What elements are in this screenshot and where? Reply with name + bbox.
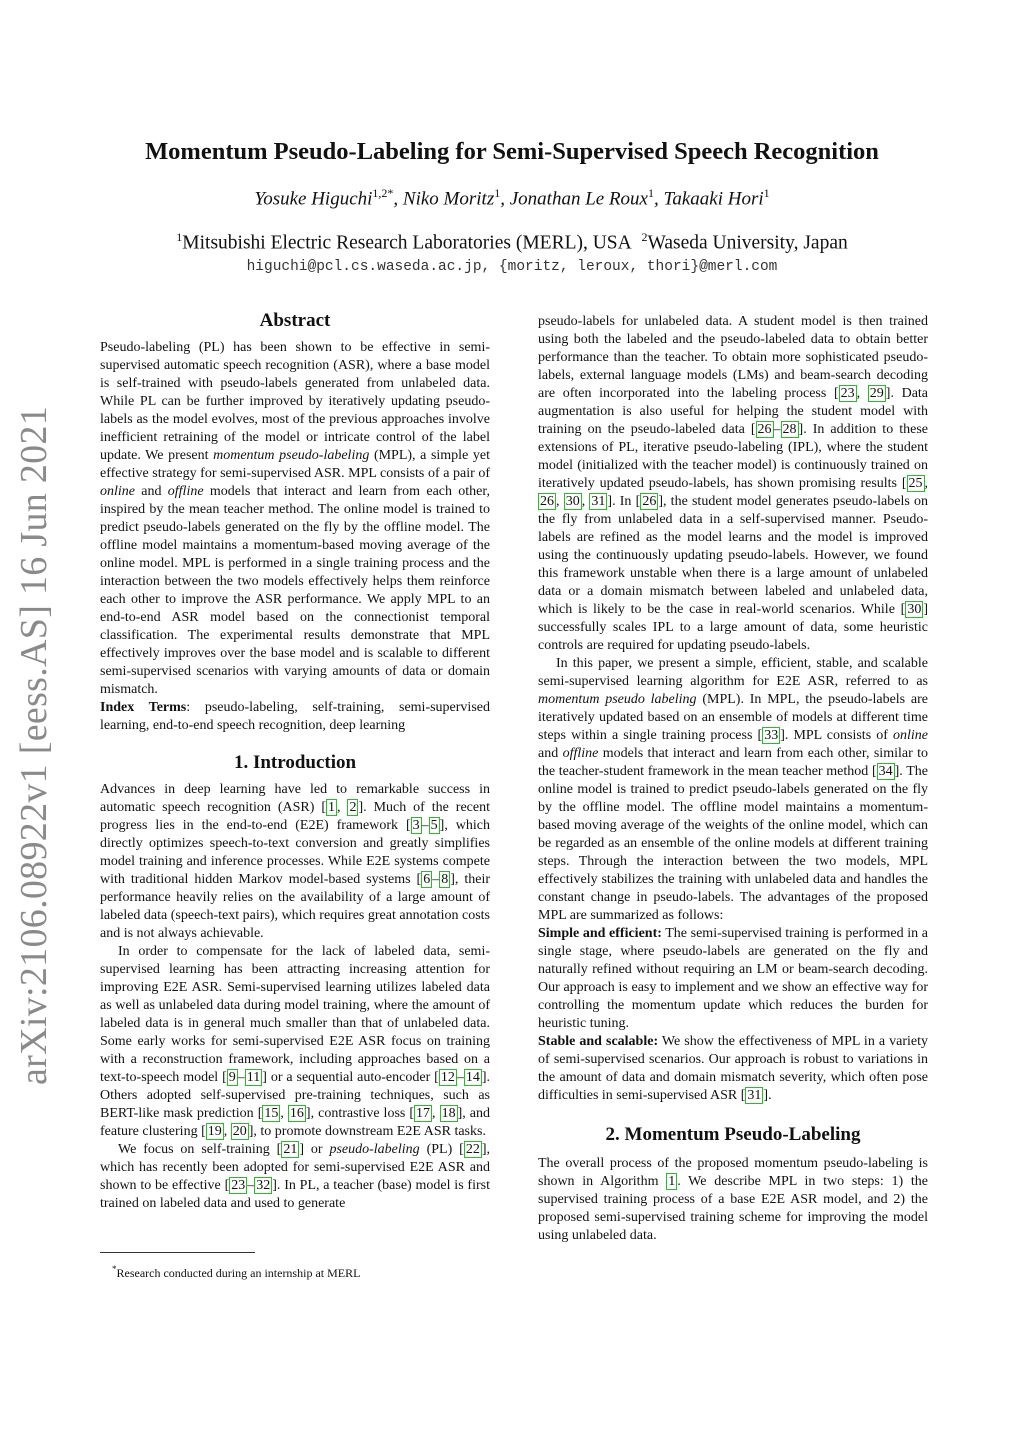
- author-emails[interactable]: higuchi@pcl.cs.waseda.ac.jp, {moritz, leroux, thori}@merl.com: [246, 259, 778, 275]
- intro-paragraph: Advances in deep learning have led to remarkable success in automatic speech recognition (ASR) [ 1 , 2 ]. Much of the recent progress lies in the end-to-end (E2E) framework [ 3 – 5 ], which directly optimizes speech-to-text conversion and greatly simplifies model training and inference processes. While E2E systems compete with traditional hidden Markov model-based systems [ 6 – 8 ], their performance heavily relies on the availability of a large amount of labeled data (speech-text pairs), which requires great annotation costs and is not always achievable.: [100, 782, 491, 941]
- body-text: . Others adopted self-supervised pre-training techniques, such as BERT-like mask prediction: [100, 1070, 490, 1121]
- affiliation-name: Mitsubishi Electric Research Laboratories (MERL), USA: [182, 232, 632, 254]
- footnote-text: Research conducted during an internship at MERL: [116, 1266, 361, 1280]
- citation-link[interactable]: 33: [764, 728, 779, 743]
- left-column: [100, 309, 490, 1213]
- body-text: models that interact and learn from each other, similar to the teacher-student framework in the mean teacher method: [538, 746, 929, 779]
- index-terms-text: : pseudo-labeling, self-training, semi-supervised learning, end-to-end speech recognition, deep learning: [100, 700, 490, 733]
- author-affiliation-mark: 1: [494, 186, 501, 200]
- affiliation-list: [0, 230, 1024, 255]
- citation-link[interactable]: 31: [747, 1088, 762, 1103]
- affiliation-name: Waseda University, Japan: [647, 232, 848, 254]
- author-affiliation-mark: 1: [763, 186, 770, 200]
- citation-link[interactable]: 26: [540, 494, 554, 509]
- body-emphasis: pseudo-labeling: [329, 1142, 420, 1157]
- affiliation-mark: 2: [641, 230, 648, 244]
- body-text: , contrastive loss: [310, 1106, 410, 1121]
- citation-link[interactable]: 34: [878, 764, 893, 779]
- body-text: Advances in deep learning have led to remarkable success in automatic speech recognition (ASR): [100, 782, 490, 815]
- citation-link[interactable]: 5: [430, 818, 438, 833]
- body-text: . Much of the recent progress lies in the end-to-end (E2E) framework: [100, 800, 491, 833]
- citation-link[interactable]: 26: [757, 422, 772, 437]
- citation-link[interactable]: 30: [907, 602, 922, 617]
- body-text: .: [768, 1088, 772, 1103]
- abstract-heading: Abstract: [259, 310, 331, 331]
- advantage-label: Stable and scalable:: [538, 1034, 659, 1049]
- citation-link[interactable]: 18: [441, 1106, 456, 1121]
- citation-link[interactable]: 31: [591, 494, 606, 509]
- body-text: . The online model is trained to predict pseudo-labels generated on the fly by the offline model. The offline model maintains a momentum-based moving average of the weights of the online model, which can be regarded as an ensemble of the online models at different training steps. Through the interaction between the two models, MPL effectively stabilizes the training with unlabeled data and handles the constant change in pseudo-labels. The advantages of the proposed MPL are summarized as follows:: [538, 764, 928, 923]
- citation-link[interactable]: 32: [256, 1178, 271, 1193]
- citation-link[interactable]: 29: [869, 386, 884, 401]
- citation-link[interactable]: 21: [283, 1142, 298, 1157]
- author-separator: ,: [654, 188, 664, 210]
- affiliation-mark: 1: [176, 230, 183, 244]
- body-text: or: [304, 1142, 330, 1157]
- body-text: successfully scales IPL to a large amount of data, some heuristic controls are required for updating pseudo-labels.: [538, 620, 928, 653]
- intro-paragraph: pseudo-labels for unlabeled data. A student model is then trained using both the labeled and the pseudo-labeled data to obtain better performance than the teacher. To obtain more sophisticated pseudo-labels, external language models (LMs) and beam-search decoding are often incorporated into the labeling process [ 23 , 29 ]. Data augmentation is also useful for helping the student model with training on the pseudo-labeled data [ 26 – 28 ]. In addition to these extensions of PL, iterative pseudo-labeling (IPL), where the student model (initialized with the teacher model) is continuously trained on iteratively updated pseudo-labels, has shown promising results [ 25 , 26 , 30 , 31 ]. In [ 26 ], the student model generates pseudo-labels on the fly from unlabeled data in a self-supervised manner. Pseudo-labels are refined as the model learns and the model is improved using the continuously updating pseudo-labels. However, we found this framework unstable when there is a large amount of unlabeled data or a domain mismatch between labeled and unlabeled data, which is likely to be the case in real-world scenarios. While [ 30 ] successfully scales IPL to a large amount of data, some heuristic controls are required for updating pseudo-labels.: [538, 314, 929, 653]
- citation-link[interactable]: 3: [412, 818, 420, 833]
- citation-link[interactable]: 17: [416, 1106, 431, 1121]
- abstract-emphasis: offline: [167, 484, 204, 499]
- citation-link[interactable]: 26: [642, 494, 657, 509]
- intro-paragraph: We focus on self-training [ 21 ] or pseudo-labeling (PL) [ 22 ], which has recently been adopted for semi-supervised E2E ASR and shown to be effective [ 23 – 32 ]. In PL, a teacher (base) model is first trained on labeled data and used to generate: [100, 1142, 490, 1211]
- author-name: Jonathan Le Roux: [509, 188, 648, 210]
- citation-link[interactable]: 15: [264, 1106, 279, 1121]
- citation-link[interactable]: 16: [289, 1106, 304, 1121]
- section2-paragraph: [538, 1155, 928, 1245]
- author-name: Niko Moritz: [402, 188, 495, 210]
- citation-link[interactable]: 30: [565, 494, 580, 509]
- body-emphasis: online: [893, 728, 928, 743]
- algorithm-link[interactable]: 1: [668, 1174, 676, 1189]
- body-text: . In PL, a teacher (base) model is first trained on labeled data and used to generate: [100, 1178, 490, 1211]
- advantage-item: [538, 925, 928, 1033]
- body-text: or a sequential auto-encoder: [266, 1070, 435, 1085]
- abstract-paragraph: [100, 339, 490, 699]
- citation-link[interactable]: 9: [228, 1070, 236, 1085]
- body-text: . In addition to these extensions of PL, iterative pseudo-labeling (IPL), where the student model (initialized with the teacher model) is continuously trained on iteratively updated pseudo-labels, has shown promising results: [538, 422, 928, 491]
- citation-link[interactable]: 23: [231, 1178, 246, 1193]
- author-affiliation-mark: 1,2*: [372, 186, 394, 200]
- footnote: [112, 1262, 360, 1280]
- intro-paragraph: In this paper, we present a simple, efficient, stable, and scalable semi-supervised learning algorithm for E2E ASR, referred to as momentum pseudo labeling (MPL). In MPL, the pseudo-labels are iteratively updated based on an ensemble of models at different time steps within a single training process [ 33 ]. MPL consists of online and offline models that interact and learn from each other, similar to the teacher-student framework in the mean teacher method [ 34 ]. The online model is trained to predict pseudo-labels generated on the fly by the offline model. The offline model maintains a momentum-based moving average of the weights of the online model, which can be regarded as an ensemble of the online models at different training steps. Through the interaction between the two models, MPL effectively stabilizes the training with unlabeled data and handles the constant change in pseudo-labels. The advantages of the proposed MPL are summarized as follows:: [538, 656, 929, 923]
- advantage-item: Stable and scalable: We show the effectiveness of MPL in a variety of semi-supervised scenarios. Our approach is robust to variations in the amount of data and domain mismatch severity, which often pose difficulties in semi-supervised ASR [ 31 ].: [538, 1034, 929, 1103]
- citation-link[interactable]: 25: [908, 476, 923, 491]
- citation-link[interactable]: 2: [349, 800, 357, 815]
- body-emphasis: offline: [562, 746, 599, 761]
- body-text: The overall process of the proposed momentum pseudo-labeling is shown in Algorithm: [538, 1156, 928, 1189]
- body-text: . MPL consists of: [784, 728, 893, 743]
- body-text: In this paper, we present a simple, efficient, stable, and scalable semi-supervised learning algorithm for E2E ASR, referred to as: [538, 656, 928, 689]
- citation-link[interactable]: 6: [423, 872, 431, 887]
- body-text: (PL): [419, 1142, 460, 1157]
- abstract-text: (MPL), a simple yet effective strategy for semi-supervised ASR. MPL consists of a pair of: [100, 448, 490, 481]
- citation-link[interactable]: 28: [782, 422, 797, 437]
- body-text: (MPL). In MPL, the pseudo-labels are iteratively updated based on an ensemble of models at different time steps within a single training process: [538, 692, 929, 743]
- intro-paragraph: In order to compensate for the lack of labeled data, semi-supervised learning has been attracting increasing attention for improving E2E ASR. Semi-supervised learning utilizes labeled data as well as unlabeled data during model training, where the amount of labeled data is in general much smaller than that of unlabeled data. Some early works for semi-supervised E2E ASR focus on training with a reconstruction framework, including approaches based on a text-to-speech model [ 9 – 11 ] or a sequential auto-encoder [ 12 – 14 ]. Others adopted self-supervised pre-training techniques, such as BERT-like mask prediction [ 15 , 16 ], contrastive loss [ 17 , 18 ], and feature clustering [ 19 , 20 ], to promote downstream E2E ASR tasks.: [100, 944, 490, 1139]
- body-text: , the student model generates pseudo-labels on the fly from unlabeled data in a self-supervised manner. Pseudo-labels are refined as the model learns and the model is improved using the continuously updating pseudo-labels. However, we found this framework unstable when there is a large amount of unlabeled data or a domain mismatch between labeled and unlabeled data, which is likely to be the case in real-world scenarios. While: [538, 494, 929, 617]
- section-heading-introduction: 1. Introduction: [233, 752, 357, 773]
- body-text: , which directly optimizes speech-to-text conversion and greatly simplifies model training and inference processes. While E2E systems compete with traditional hidden Markov model-based systems: [100, 818, 490, 887]
- footnote-mark: *: [112, 1264, 117, 1274]
- index-terms: [100, 699, 490, 735]
- paper-title: Momentum Pseudo-Labeling for Semi-Supervised Speech Recognition: [145, 138, 879, 165]
- citation-link[interactable]: 8: [441, 872, 449, 887]
- citation-link[interactable]: 23: [840, 386, 855, 401]
- body-text: , their performance heavily relies on the availability of a large amount of labeled data (speech-text pairs), which requires great annotation costs and is not always achievable.: [100, 872, 490, 941]
- body-emphasis: momentum pseudo labeling: [538, 692, 697, 707]
- body-text: In order to compensate for the lack of labeled data, semi-supervised learning has been attracting increasing attention for improving E2E ASR. Semi-supervised learning utilizes labeled data as well as unlabeled data during model training, where the amount of labeled data is in general much smaller than that of unlabeled data. Some early works for semi-supervised E2E ASR focus on training with a reconstruction framework, including approaches based on a text-to-speech model: [100, 944, 490, 1085]
- body-text: , to promote downstream E2E ASR tasks.: [253, 1124, 486, 1139]
- body-text: We show the effectiveness of MPL in a variety of semi-supervised scenarios. Our approach is robust to variations in the amount of data and domain mismatch severity, which often pose difficulties in semi-supervised ASR: [538, 1034, 929, 1103]
- section-heading-momentum-pseudo-labeling: 2. Momentum Pseudo-Labeling: [605, 1124, 861, 1145]
- right-column: [538, 313, 928, 1245]
- body-text: , which has recently been adopted for semi-supervised E2E ASR and shown to be effective: [100, 1142, 490, 1193]
- author-separator: ,: [500, 188, 510, 210]
- citation-link[interactable]: 11: [246, 1070, 261, 1085]
- body-text: . In: [612, 494, 636, 509]
- footnote-divider: [100, 1252, 255, 1253]
- citation-link[interactable]: 1: [328, 800, 336, 815]
- body-text: The semi-supervised training is performed in a single stage, where pseudo-labels are generated on the fly and naturally refined without requiring an LM or beam-search decoding. Our approach is easy to implement and we show an effective way for controlling the momentum update which reduces the burden for heuristic tuning.: [538, 926, 928, 1031]
- citation-link[interactable]: 12: [440, 1070, 455, 1085]
- body-text: pseudo-labels for unlabeled data. A student model is then trained using both the labeled and the pseudo-labeled data to obtain better performance than the teacher. To obtain more sophisticated pseudo-labels, external language models (LMs) and beam-search decoding are often incorporated into the labeling process: [538, 314, 928, 401]
- citation-link[interactable]: 19: [207, 1124, 222, 1139]
- body-text: , and feature clustering: [100, 1106, 490, 1139]
- author-affiliation-mark: 1: [648, 186, 654, 200]
- index-terms-label: Index Terms: [100, 700, 187, 715]
- author-name: Yosuke Higuchi: [254, 188, 373, 210]
- advantage-label: Simple and efficient:: [538, 926, 662, 941]
- abstract-emphasis: online: [100, 484, 135, 499]
- author-separator: ,: [393, 188, 403, 210]
- body-text: We focus on self-training: [118, 1142, 277, 1157]
- arxiv-identifier-stamp: arXiv:2106.08922v1 [eess.AS] 16 Jun 2021: [13, 405, 55, 1085]
- body-text: . We describe MPL in two steps: 1) the supervised training process of a base E2E ASR model, and 2) the proposed semi-supervised training scheme for improving the model using unlabeled data.: [538, 1174, 928, 1243]
- citation-link[interactable]: 14: [465, 1070, 480, 1085]
- body-text: and: [538, 746, 563, 761]
- author-list: [0, 186, 1024, 210]
- author-name: Takaaki Hori: [663, 188, 764, 210]
- body-text: . Data augmentation is also useful for helping the student model with training on the pseudo-labeled data: [538, 386, 929, 437]
- abstract-text: and: [135, 484, 168, 499]
- abstract-text: Pseudo-labeling (PL) has been shown to be effective in semi-supervised automatic speech recognition (ASR), where a base model is self-trained with pseudo-labels generated from unlabeled data. While PL can be further improved by iteratively updating pseudo-labels as the model evolves, most of the previous approaches involve inefficient retraining of the model or intricate control of the label update. We present: [100, 340, 490, 463]
- abstract-emphasis: momentum pseudo-labeling: [213, 448, 370, 463]
- citation-link[interactable]: 22: [465, 1142, 480, 1157]
- abstract-text: models that interact and learn from each other, inspired by the mean teacher method. The online model is trained to predict pseudo-labels generated on the fly by the offline model. The offline model maintains a momentum-based moving average of the online model. MPL is performed in a single training process and the interaction between the two models effectively helps them reinforce each other to improve the ASR performance. We apply MPL to an end-to-end ASR model based on the connectionist temporal classification. The experimental results demonstrate that MPL effectively improves over the base model and is scalable to different semi-supervised scenarios with varying amounts of data or domain mismatch.: [100, 484, 490, 697]
- citation-link[interactable]: 20: [232, 1124, 247, 1139]
